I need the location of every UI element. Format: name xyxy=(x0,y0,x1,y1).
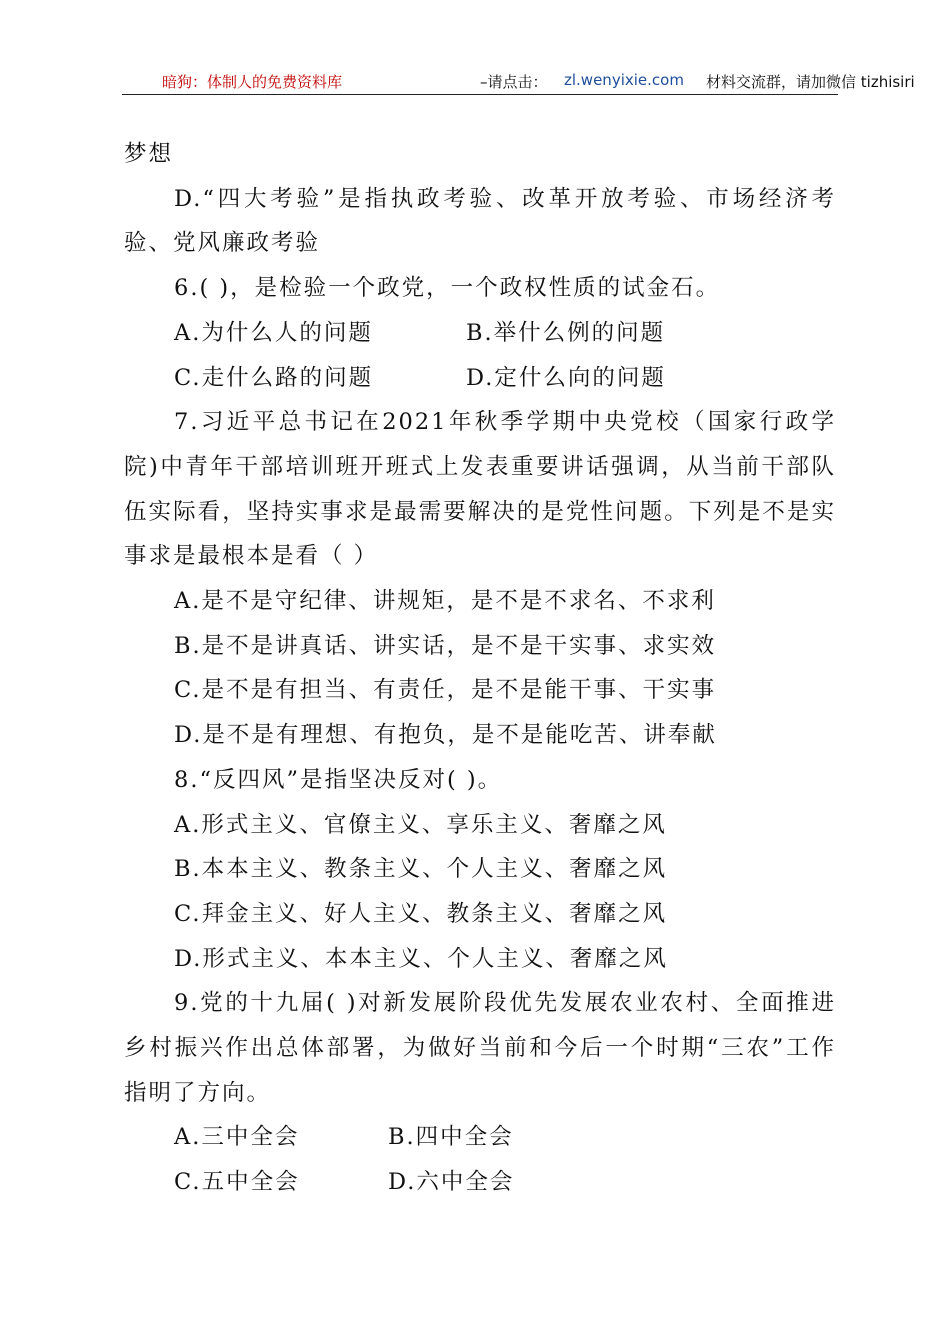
page-header xyxy=(122,68,915,95)
q5-option-d: D.“四大考验”是指执政考验、改革开放考验、市场经济考验、党风廉政考验 xyxy=(124,185,836,257)
q8-option-a: A.形式主义、官僚主义、享乐主义、奢靡之风 xyxy=(174,811,667,838)
question-9: 9.党的十九届( )对新发展阶段优先发展农业农村、全面推进乡村振兴作出总体部署，为做好当前和今后一个时期“三农”工作指明了方向。 xyxy=(124,990,836,1106)
q8-option-c: C.拜金主义、好人主义、教条主义、奢靡之风 xyxy=(174,900,668,927)
question-8: 8.“反四风”是指坚决反对( )。 xyxy=(174,766,503,793)
q9-option-d: D.六中全会 xyxy=(388,1169,515,1196)
q6-options-row-1 xyxy=(124,311,836,356)
q9-option-c: C.五中全会 xyxy=(174,1169,300,1196)
q9-option-a: A.三中全会 xyxy=(174,1124,300,1151)
q7-option-a: A.是不是守纪律、讲规矩，是不是不求名、不求利 xyxy=(174,588,716,615)
header-wechat-note: 材料交流群，请加微信 tizhisiri xyxy=(706,73,915,91)
q6-option-a: A.为什么人的问题 xyxy=(174,319,373,346)
q6-option-c: C.走什么路的问题 xyxy=(174,364,374,391)
q7-option-b: B.是不是讲真话、讲实话，是不是干实事、求实效 xyxy=(174,632,717,659)
q9-option-b: B.四中全会 xyxy=(388,1124,514,1151)
header-url-link[interactable]: zl.wenyixie.com xyxy=(564,71,684,89)
header-site-name: 暗狗：体制人的免费资料库 xyxy=(162,73,343,91)
q6-options-row-2 xyxy=(124,356,836,401)
q9-options-row-2 xyxy=(124,1160,836,1205)
continued-text: 梦想 xyxy=(124,141,174,167)
question-6: 6.( )，是检验一个政党，一个政权性质的试金石。 xyxy=(174,275,721,302)
q8-option-d: D.形式主义、本本主义、个人主义、奢靡之风 xyxy=(174,945,668,972)
header-click-prompt: –请点击： xyxy=(480,73,548,91)
q8-option-b: B.本本主义、教条主义、个人主义、奢靡之风 xyxy=(174,856,668,883)
q7-option-d: D.是不是有理想、有抱负，是不是能吃苦、讲奉献 xyxy=(174,722,717,749)
q7-option-c: C.是不是有担当、有责任，是不是能干事、干实事 xyxy=(174,677,717,704)
q9-options-row-1 xyxy=(124,1115,836,1160)
q6-option-d: D.定什么向的问题 xyxy=(466,364,666,391)
document-body xyxy=(124,132,836,1205)
question-7: 7.习近平总书记在2021年秋季学期中央党校（国家行政学院)中青年干部培训班开班式上发表重要讲话强调，从当前干部队伍实际看，坚持实事求是最需要解决的是党性问题。下列是不是实事求是最根本是看（ ） xyxy=(124,409,836,570)
q6-option-b: B.举什么例的问题 xyxy=(466,319,666,346)
